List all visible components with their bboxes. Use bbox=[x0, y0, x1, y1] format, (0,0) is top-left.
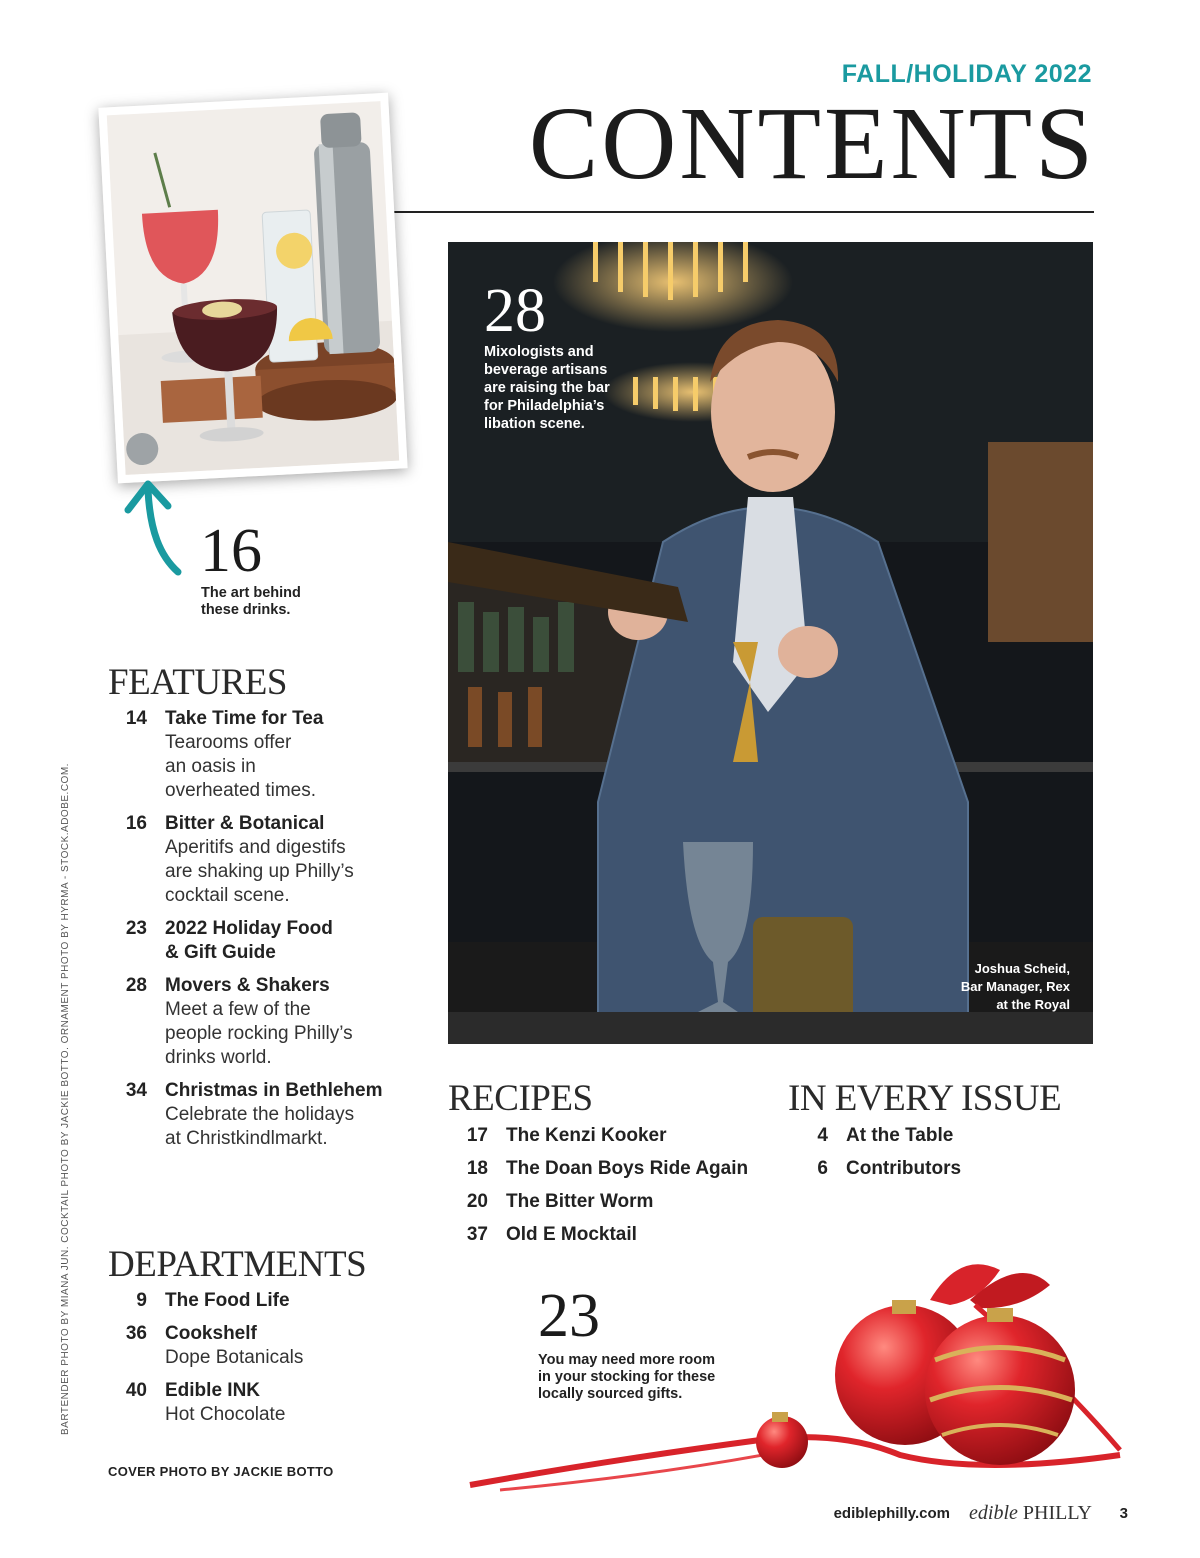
page-number: 16 bbox=[125, 813, 147, 834]
credit-line: Joshua Scheid, bbox=[974, 961, 1070, 976]
teaser-16-caption bbox=[201, 585, 301, 619]
every-issue-list bbox=[788, 1124, 1088, 1190]
list-item[interactable] bbox=[107, 1289, 407, 1313]
teaser-23-number: 23 bbox=[538, 1282, 600, 1350]
magazine-name bbox=[969, 1502, 1092, 1525]
item-title: 2022 Holiday Food bbox=[165, 918, 333, 939]
list-item[interactable] bbox=[107, 1322, 407, 1370]
recipes-list bbox=[448, 1124, 778, 1256]
page-number: 14 bbox=[125, 708, 147, 729]
cocktail-photo bbox=[98, 93, 407, 484]
website-link[interactable]: ediblephilly.com bbox=[833, 1505, 950, 1522]
item-desc: people rocking Philly’s bbox=[165, 1023, 353, 1044]
item-title: The Bitter Worm bbox=[506, 1191, 654, 1212]
item-title: Movers & Shakers bbox=[165, 975, 330, 996]
item-title: Bitter & Botanical bbox=[165, 813, 325, 834]
caption-line: beverage artisans bbox=[484, 362, 608, 378]
page-number: 40 bbox=[125, 1380, 147, 1401]
caption-line: libation scene. bbox=[484, 416, 585, 432]
item-desc: Tearooms offer bbox=[165, 732, 292, 753]
list-item[interactable] bbox=[107, 707, 437, 803]
departments-heading: DEPARTMENTS bbox=[108, 1244, 367, 1285]
list-item[interactable] bbox=[448, 1190, 778, 1214]
list-item[interactable] bbox=[107, 974, 437, 1070]
item-title: Edible INK bbox=[165, 1380, 261, 1401]
page-number: 23 bbox=[125, 918, 147, 939]
arrow-up-icon bbox=[120, 476, 190, 581]
page-number: 20 bbox=[466, 1191, 488, 1212]
page-number: 34 bbox=[125, 1080, 147, 1101]
page-number: 37 bbox=[466, 1224, 488, 1245]
item-title: At the Table bbox=[846, 1125, 954, 1146]
caption-line: You may need more room bbox=[538, 1352, 715, 1368]
item-title: Christmas in Bethlehem bbox=[165, 1080, 383, 1101]
ornament-image bbox=[460, 1240, 1140, 1505]
features-heading: FEATURES bbox=[108, 662, 287, 703]
page-number: 9 bbox=[136, 1290, 147, 1311]
item-title: Old E Mocktail bbox=[506, 1224, 637, 1245]
caption-line: for Philadelphia’s bbox=[484, 398, 605, 414]
list-item[interactable] bbox=[788, 1124, 1088, 1148]
page-number: 18 bbox=[466, 1158, 488, 1179]
item-desc: overheated times. bbox=[165, 780, 317, 801]
magazine-name-italic: edible bbox=[969, 1502, 1018, 1524]
list-item[interactable] bbox=[107, 1379, 407, 1427]
teaser-16-number: 16 bbox=[200, 517, 262, 585]
item-title: The Doan Boys Ride Again bbox=[506, 1158, 749, 1179]
caption-line: Mixologists and bbox=[484, 344, 594, 360]
recipes-heading: RECIPES bbox=[448, 1078, 593, 1119]
departments-list bbox=[107, 1289, 407, 1436]
item-title: & Gift Guide bbox=[165, 942, 276, 963]
page-title: CONTENTS bbox=[528, 86, 1096, 201]
feature-28-caption bbox=[484, 343, 644, 433]
item-desc: drinks world. bbox=[165, 1047, 272, 1068]
page-number: 17 bbox=[466, 1125, 488, 1146]
item-desc: at Christkindlmarkt. bbox=[165, 1128, 328, 1149]
caption-line: these drinks. bbox=[201, 602, 291, 618]
page-number-footer: 3 bbox=[1119, 1505, 1128, 1522]
list-item[interactable] bbox=[107, 917, 437, 965]
page-number: 28 bbox=[125, 975, 147, 996]
item-title: The Kenzi Kooker bbox=[506, 1125, 667, 1146]
caption-line: locally sourced gifts. bbox=[538, 1386, 683, 1402]
item-title: Take Time for Tea bbox=[165, 708, 324, 729]
cover-credit: COVER PHOTO BY JACKIE BOTTO bbox=[108, 1464, 334, 1479]
page-number: 4 bbox=[817, 1125, 828, 1146]
list-item[interactable] bbox=[107, 812, 437, 908]
issue-season: FALL/HOLIDAY 2022 bbox=[841, 60, 1092, 88]
title-rule bbox=[374, 211, 1094, 213]
photo-credits-vertical: BARTENDER PHOTO BY MIANA JUN. COCKTAIL PHOTO BY JACKIE BOTTO. ORNAMENT PHOTO BY HYRMA - STOCK.ADOBE.COM. bbox=[60, 763, 71, 1435]
caption-line: The art behind bbox=[201, 585, 301, 601]
item-title: Contributors bbox=[846, 1158, 962, 1179]
item-desc: Celebrate the holidays bbox=[165, 1104, 355, 1125]
magazine-name-main: PHILLY bbox=[1022, 1502, 1092, 1524]
item-desc: Aperitifs and digestifs bbox=[165, 837, 346, 858]
item-desc: Meet a few of the bbox=[165, 999, 311, 1020]
item-desc: cocktail scene. bbox=[165, 885, 290, 906]
every-issue-heading: IN EVERY ISSUE bbox=[788, 1078, 1062, 1119]
caption-line: are raising the bar bbox=[484, 380, 610, 396]
page-number: 6 bbox=[817, 1158, 828, 1179]
item-desc: Dope Botanicals bbox=[165, 1347, 304, 1368]
photo-credit-caption bbox=[870, 960, 1070, 1014]
page-number: 36 bbox=[125, 1323, 147, 1344]
item-desc: an oasis in bbox=[165, 756, 256, 777]
list-item[interactable] bbox=[448, 1124, 778, 1148]
credit-line: at the Royal bbox=[996, 997, 1070, 1012]
list-item[interactable] bbox=[107, 1079, 437, 1151]
item-title: The Food Life bbox=[165, 1290, 290, 1311]
list-item[interactable] bbox=[448, 1157, 778, 1181]
item-title: Cookshelf bbox=[165, 1323, 257, 1344]
item-desc: Hot Chocolate bbox=[165, 1404, 286, 1425]
features-list bbox=[107, 707, 437, 1160]
credit-line: Bar Manager, Rex bbox=[960, 979, 1070, 994]
list-item[interactable] bbox=[788, 1157, 1088, 1181]
item-desc: are shaking up Philly’s bbox=[165, 861, 354, 882]
caption-line: in your stocking for these bbox=[538, 1369, 716, 1385]
feature-28-number: 28 bbox=[484, 277, 546, 345]
